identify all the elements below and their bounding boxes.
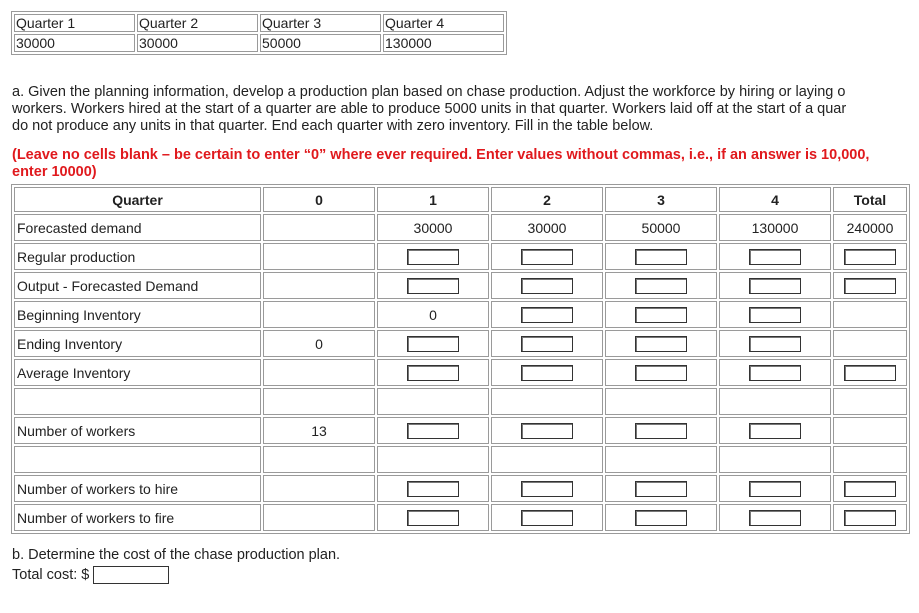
row-workers-to-hire	[14, 475, 907, 502]
forecast-value-q2: 30000	[137, 34, 258, 52]
row-regular-production	[14, 243, 907, 270]
row-number-of-workers	[14, 417, 907, 444]
instructions-line-3: do not produce any units in that quarter. End each quarter with zero inventory. Fill in the table below.	[12, 118, 654, 134]
workers-to-fire-total-input[interactable]	[844, 510, 896, 526]
regular-production-q3-input[interactable]	[635, 249, 687, 265]
forecast-value-row	[14, 34, 504, 52]
warning-line-1: (Leave no cells blank – be certain to enter “0” where ever required. Enter values without commas, i.e., if an answer is 10,000,	[12, 147, 870, 163]
label-regular-production: Regular production	[14, 243, 261, 270]
label-workers-to-fire: Number of workers to fire	[14, 504, 261, 531]
production-plan-table	[11, 184, 910, 534]
ending-inventory-q1-input[interactable]	[407, 336, 459, 352]
regular-production-q1-input[interactable]	[407, 249, 459, 265]
number-of-workers-q3-input[interactable]	[635, 423, 687, 439]
forecast-table	[11, 11, 507, 55]
instructions-line-2: workers. Workers hired at the start of a quarter are able to produce 5000 units in that quarter. Workers laid off at the start of a quar	[12, 101, 847, 117]
workers-to-hire-q0	[263, 475, 375, 502]
number-of-workers-q2-input[interactable]	[521, 423, 573, 439]
number-of-workers-q1-input[interactable]	[407, 423, 459, 439]
row-workers-to-fire	[14, 504, 907, 531]
total-cost-label: Total cost: $	[12, 566, 90, 583]
forecast-value-q4: 130000	[383, 34, 504, 52]
workers-to-fire-q4-input[interactable]	[749, 510, 801, 526]
output-minus-demand-total-input[interactable]	[844, 278, 896, 294]
workers-to-hire-total-input[interactable]	[844, 481, 896, 497]
ending-inventory-q4-input[interactable]	[749, 336, 801, 352]
workers-to-fire-q1-input[interactable]	[407, 510, 459, 526]
table-header-row	[14, 187, 907, 212]
regular-production-q0	[263, 243, 375, 270]
forecasted-demand-q1: 30000	[377, 214, 489, 241]
row-beginning-inventory	[14, 301, 907, 328]
number-of-workers-q0: 13	[263, 417, 375, 444]
workers-to-fire-q2-input[interactable]	[521, 510, 573, 526]
total-cost-input[interactable]	[93, 566, 169, 584]
beginning-inventory-q1: 0	[377, 301, 489, 328]
output-minus-demand-q2-input[interactable]	[521, 278, 573, 294]
ending-inventory-total	[833, 330, 907, 357]
workers-to-fire-q0	[263, 504, 375, 531]
output-minus-demand-q1-input[interactable]	[407, 278, 459, 294]
warning-note	[12, 147, 869, 181]
workers-to-hire-q1-input[interactable]	[407, 481, 459, 497]
forecasted-demand-q0	[263, 214, 375, 241]
workers-to-hire-q2-input[interactable]	[521, 481, 573, 497]
beginning-inventory-q0	[263, 301, 375, 328]
header-q3: 3	[605, 187, 717, 212]
workers-to-hire-q4-input[interactable]	[749, 481, 801, 497]
label-average-inventory: Average Inventory	[14, 359, 261, 386]
output-minus-demand-q3-input[interactable]	[635, 278, 687, 294]
forecast-header-q2: Quarter 2	[137, 14, 258, 32]
total-cost-row	[12, 566, 169, 584]
header-quarter: Quarter	[14, 187, 261, 212]
average-inventory-q0	[263, 359, 375, 386]
label-forecasted-demand: Forecasted demand	[14, 214, 261, 241]
instructions	[12, 84, 846, 135]
header-total: Total	[833, 187, 907, 212]
label-beginning-inventory: Beginning Inventory	[14, 301, 261, 328]
forecasted-demand-q4: 130000	[719, 214, 831, 241]
forecast-header-q1: Quarter 1	[14, 14, 135, 32]
beginning-inventory-q2-input[interactable]	[521, 307, 573, 323]
output-minus-demand-q4-input[interactable]	[749, 278, 801, 294]
header-q1: 1	[377, 187, 489, 212]
forecast-header-row	[14, 14, 504, 32]
workers-to-fire-q3-input[interactable]	[635, 510, 687, 526]
ending-inventory-q2-input[interactable]	[521, 336, 573, 352]
row-spacer-2	[14, 446, 907, 473]
forecasted-demand-total: 240000	[833, 214, 907, 241]
forecasted-demand-q2: 30000	[491, 214, 603, 241]
beginning-inventory-q3-input[interactable]	[635, 307, 687, 323]
ending-inventory-q0: 0	[263, 330, 375, 357]
average-inventory-q2-input[interactable]	[521, 365, 573, 381]
forecast-value-q1: 30000	[14, 34, 135, 52]
forecasted-demand-q3: 50000	[605, 214, 717, 241]
row-output-minus-demand	[14, 272, 907, 299]
header-q2: 2	[491, 187, 603, 212]
part-b-question: b. Determine the cost of the chase production plan.	[12, 547, 341, 563]
forecast-header-q4: Quarter 4	[383, 14, 504, 32]
row-average-inventory	[14, 359, 907, 386]
regular-production-total-input[interactable]	[844, 249, 896, 265]
forecast-value-q3: 50000	[260, 34, 381, 52]
forecast-header-q3: Quarter 3	[260, 14, 381, 32]
row-spacer-1	[14, 388, 907, 415]
label-number-of-workers: Number of workers	[14, 417, 261, 444]
row-forecasted-demand	[14, 214, 907, 241]
label-output-minus-demand: Output - Forecasted Demand	[14, 272, 261, 299]
average-inventory-q1-input[interactable]	[407, 365, 459, 381]
row-ending-inventory	[14, 330, 907, 357]
number-of-workers-total	[833, 417, 907, 444]
label-ending-inventory: Ending Inventory	[14, 330, 261, 357]
number-of-workers-q4-input[interactable]	[749, 423, 801, 439]
average-inventory-q4-input[interactable]	[749, 365, 801, 381]
regular-production-q2-input[interactable]	[521, 249, 573, 265]
warning-line-2: enter 10000)	[12, 164, 97, 180]
beginning-inventory-q4-input[interactable]	[749, 307, 801, 323]
header-q4: 4	[719, 187, 831, 212]
header-q0: 0	[263, 187, 375, 212]
instructions-line-1: a. Given the planning information, develop a production plan based on chase production. Adjust the workforce by hiring or laying o	[12, 84, 846, 100]
workers-to-hire-q3-input[interactable]	[635, 481, 687, 497]
average-inventory-q3-input[interactable]	[635, 365, 687, 381]
label-workers-to-hire: Number of workers to hire	[14, 475, 261, 502]
output-minus-demand-q0	[263, 272, 375, 299]
beginning-inventory-total	[833, 301, 907, 328]
regular-production-q4-input[interactable]	[749, 249, 801, 265]
ending-inventory-q3-input[interactable]	[635, 336, 687, 352]
average-inventory-total-input[interactable]	[844, 365, 896, 381]
